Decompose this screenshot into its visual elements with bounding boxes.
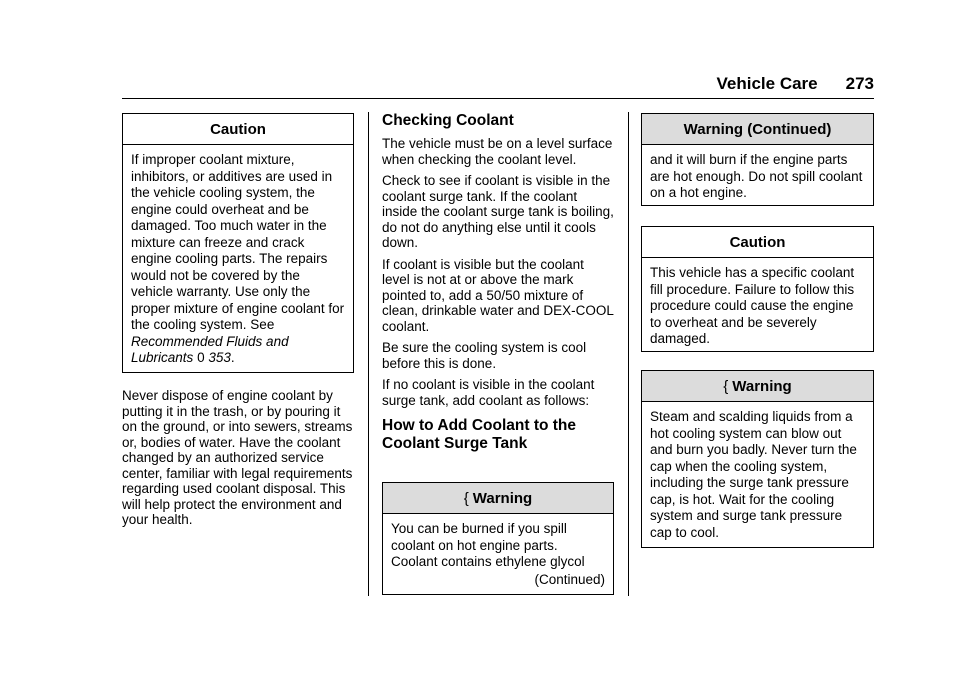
warning-body: You can be burned if you spill coolant on hot engine parts. Coolant contains ethylene glycol (Continued) (391, 521, 605, 587)
column-divider-1 (368, 112, 369, 596)
warning-icon: { (723, 378, 729, 395)
paragraph: If no coolant is visible in the coolant surge tank, add coolant as follows: (382, 377, 595, 408)
checking-coolant-section (382, 112, 615, 459)
warning-title: Warning (472, 490, 533, 507)
caution-box-2 (641, 226, 874, 352)
caution-body: If improper coolant mixture, inhibitors, or additives are used in the vehicle cooling system, the engine could overheat and be damaged. Too much water in the mixture can freeze and crack engine cooling parts. The repairs would not be covered by the vehicle warranty. Use only the proper mixture of engine coolant for the cooling system. See Recommended Fluids and Lubricants 0 353. (131, 152, 345, 365)
page-number: 273 (845, 74, 874, 93)
heading-add-coolant: How to Add Coolant to the Coolant Surge Tank (382, 417, 576, 452)
continued-label: (Continued) (534, 571, 605, 587)
column-divider-2 (628, 112, 629, 596)
warning-box-1 (382, 482, 614, 595)
warning-body: Steam and scalding liquids from a hot cooling system can blow out and burn you badly. Never turn the cap when the cooling system, including the surge tank pressure cap, is hot. Wait for the cooling system and surge tank pressure cap to cool. (650, 409, 857, 540)
warning-header (642, 371, 873, 402)
caution-box-1 (122, 113, 354, 373)
section-title: Vehicle Care (716, 74, 818, 93)
page-ref[interactable]: 353 (208, 350, 231, 365)
paragraph: Check to see if coolant is visible in the coolant surge tank. If the coolant inside the coolant surge tank is boiling, do not do anything else until it cools down. (382, 173, 614, 250)
caution-body: This vehicle has a specific coolant fill procedure. Failure to follow this procedure could cause the engine to overheat and be severely damaged. (650, 265, 855, 346)
header-rule (122, 98, 874, 99)
paragraph: If coolant is visible but the coolant level is not at or above the mark pointed to, add a 50/50 mixture of clean, drinkable water and DEX-COOL coolant. (382, 256, 614, 334)
paragraph: The vehicle must be on a level surface when checking the coolant level. (382, 136, 613, 167)
disposal-paragraph: Never dispose of engine coolant by putting it in the trash, or by pouring it on the ground, or into sewers, streams or, bodies of water. Have the coolant changed by an authorized service center, familiar with legal requirements regarding used coolant disposal. This will help protect the environment and your health. (122, 388, 353, 527)
warning-box-2 (641, 370, 874, 548)
warning-continued-title: Warning (Continued) (642, 114, 873, 145)
warning-title: Warning (732, 378, 792, 395)
paragraph: Be sure the cooling system is cool before this is done. (382, 340, 587, 371)
caution-title: Caution (642, 227, 873, 258)
page-header (122, 74, 874, 94)
page-ref-icon: 0 (197, 350, 205, 365)
caution-title: Caution (123, 114, 353, 145)
warning-icon: { (463, 490, 469, 507)
warning-header (383, 483, 613, 514)
warning-continued-box (641, 113, 874, 206)
heading-checking-coolant: Checking Coolant (382, 112, 514, 129)
warning-continued-body: and it will burn if the engine parts are hot enough. Do not spill coolant on a hot engine. (650, 152, 863, 200)
recommended-fluids-link[interactable]: Recommended Fluids and Lubricants (131, 333, 289, 365)
